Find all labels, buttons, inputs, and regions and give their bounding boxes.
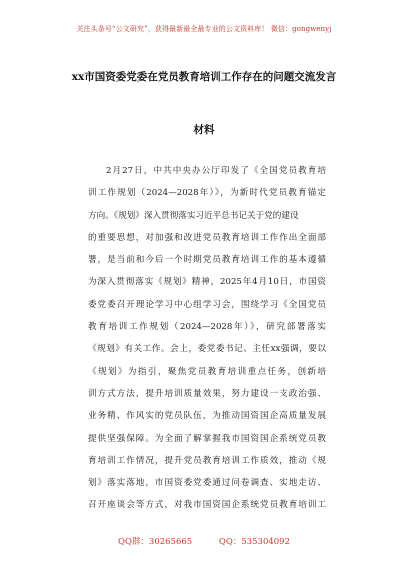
body-line: 委党委召开理论学习中心组学习会，围绕学习《全国党员 bbox=[88, 299, 326, 310]
body-line: 业务精、作风实的党员队伍，为推动国资国企高质量发展 bbox=[88, 411, 326, 422]
header-banner: 关注头条号“公文研究”，获得最新最全最专业的公文资料库！ 微信：gongwenyj bbox=[76, 25, 332, 33]
footer-qq-group: QQ群：30265665 bbox=[117, 537, 193, 547]
body-line: 育培训工作情况，提升党员教育培训工作质效，推动《规 bbox=[88, 455, 326, 466]
body-line: 《规划》为指引，聚焦党员教育培训重点任务，创新培 bbox=[88, 366, 326, 377]
footer-contact bbox=[0, 535, 408, 547]
body-line: 方向。《规划》深入贯彻落实习近平总书记关于党的建设 bbox=[88, 210, 299, 221]
body-line: 《规划》有关工作。会上，委党委书记、主任xx强调，要以 bbox=[88, 344, 326, 355]
body-line: 的重要思想，对加强和改进党员教育培训工作作出全面部 bbox=[88, 232, 326, 243]
body-line: 教育培训工作规划（2024—2028年）》，研究部署落实 bbox=[88, 322, 326, 333]
body-line: 划》落实落地，市国资委党委通过问卷调查、实地走访、 bbox=[88, 478, 326, 489]
body-line: 2月27日，中共中央办公厅印发了《全国党员教育培 bbox=[106, 166, 326, 176]
body-line: 署，是当前和今后一个时期党员教育培训工作的基本遵循 bbox=[88, 255, 326, 266]
body-line: 训工作规划（2024—2028年）》，为新时代党员教育锚定 bbox=[88, 188, 326, 199]
body-line: 提供坚强保障。为全面了解掌握我市国资国企系统党员教 bbox=[88, 433, 326, 444]
document-title-line2: 材料 bbox=[193, 124, 215, 136]
body-line: 召开座谈会等方式，对我市国资国企系统党员教育培训工 bbox=[88, 500, 326, 511]
body-line: 训方式方法，提升培训质量效果，努力建设一支政治强、 bbox=[88, 388, 326, 399]
footer-qq: QQ：535304092 bbox=[218, 537, 290, 547]
document-body bbox=[88, 160, 326, 517]
body-line: 为深入贯彻落实《规划》精神，2025年4月10日，市国资 bbox=[88, 277, 326, 288]
document-title-line1: xx市国资委党委在党员教育培训工作存在的问题交流发言 bbox=[71, 71, 337, 83]
